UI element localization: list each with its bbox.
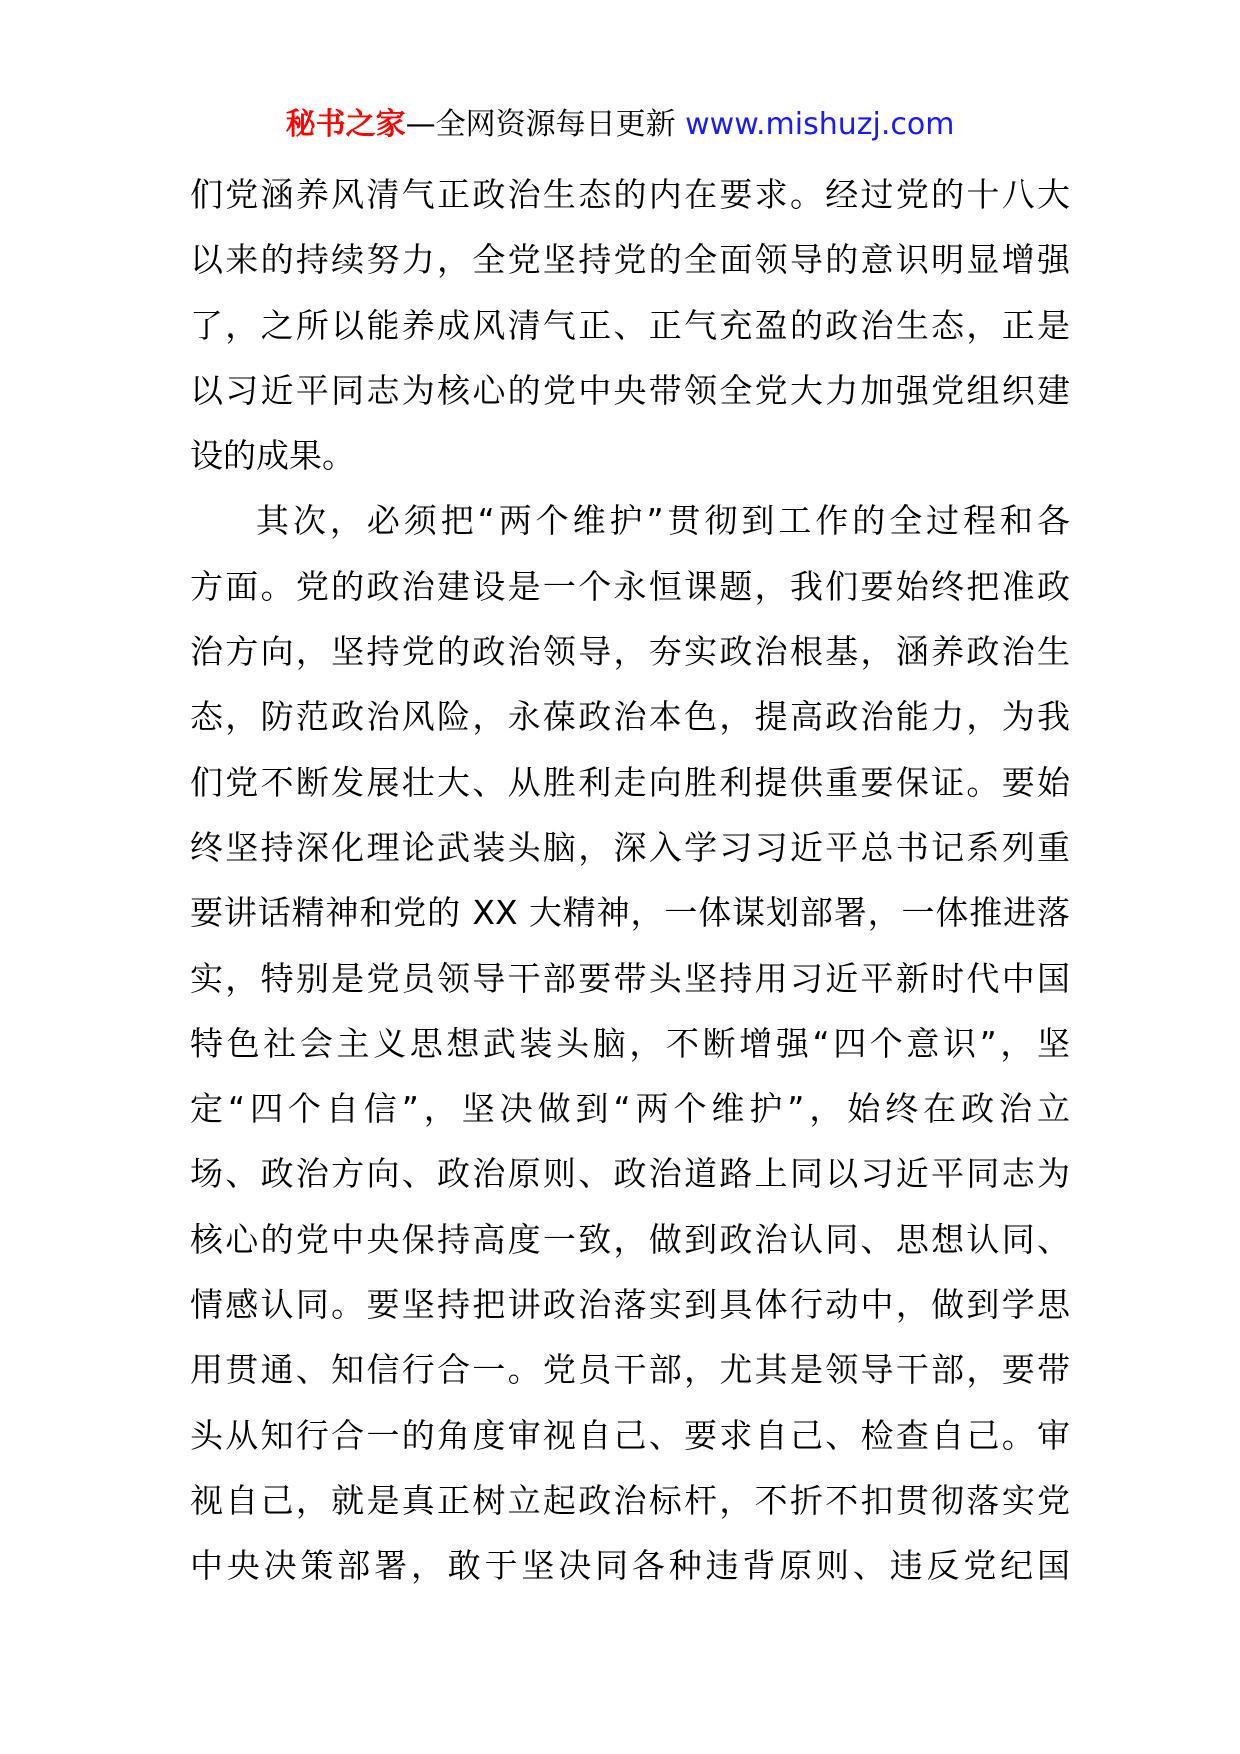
text-line: 中央决策部署，敢于坚决同各种违背原则、违反党纪国 [190, 1546, 1070, 1586]
text-line: 了，之所以能养成风清气正、正气充盈的政治生态，正是 [190, 305, 1070, 345]
text-line: 要讲话精神和党的 XX 大精神，一体谋划部署，一体推进落 [190, 893, 1070, 933]
text-line: 视自己，就是真正树立起政治标杆，不折不扣贯彻落实党 [190, 1480, 1070, 1520]
brand-name: 秘书之家 [285, 107, 406, 142]
text-line: 核心的党中央保持高度一致，做到政治认同、思想认同、 [190, 1219, 1070, 1259]
text-line: 方面。党的政治建设是一个永恒课题，我们要始终把准政 [190, 566, 1070, 606]
site-url[interactable]: www.mishuzj.com [685, 107, 955, 142]
text-line: 终坚持深化理论武装头脑，深入学习习近平总书记系列重 [190, 827, 1070, 867]
text-line: 头从知行合一的角度审视自己、要求自己、检查自己。审 [190, 1415, 1070, 1455]
text-line: 场、政治方向、政治原则、政治道路上同以习近平同志为 [190, 1154, 1070, 1194]
text-line: 们党涵养风清气正政治生态的内在要求。经过党的十八大 [190, 175, 1070, 214]
text-line: 用贯通、知信行合一。党员干部，尤其是领导干部，要带 [190, 1350, 1070, 1390]
text-line: 定“四个自信”，坚决做到“两个维护”，始终在政治立 [190, 1089, 1070, 1129]
text-line: 情感认同。要坚持把讲政治落实到具体行动中，做到学思 [190, 1285, 1070, 1325]
text-line: 以来的持续努力，全党坚持党的全面领导的意识明显增强 [190, 240, 1070, 280]
text-line: 特色社会主义思想武装头脑，不断增强“四个意识”，坚 [190, 1023, 1070, 1063]
header-tagline: —全网资源每日更新 [405, 107, 686, 142]
text-line: 们党不断发展壮大、从胜利走向胜利提供重要保证。要始 [190, 762, 1070, 802]
document-body [190, 162, 1070, 1599]
text-line: 态，防范政治风险，永葆政治本色，提高政治能力，为我 [190, 697, 1070, 737]
text-line: 治方向，坚持党的政治领导，夯实政治根基，涵养政治生 [190, 632, 1070, 672]
text-line: 设的成果。 [190, 436, 355, 476]
text-line: 实，特别是党员领导干部要带头坚持用习近平新时代中国 [190, 958, 1070, 998]
text-line: 以习近平同志为核心的党中央带领全党大力加强党组织建 [190, 370, 1070, 410]
page-header [0, 103, 1240, 147]
text-line: 其次，必须把“两个维护”贯彻到工作的全过程和各 [256, 501, 1070, 541]
